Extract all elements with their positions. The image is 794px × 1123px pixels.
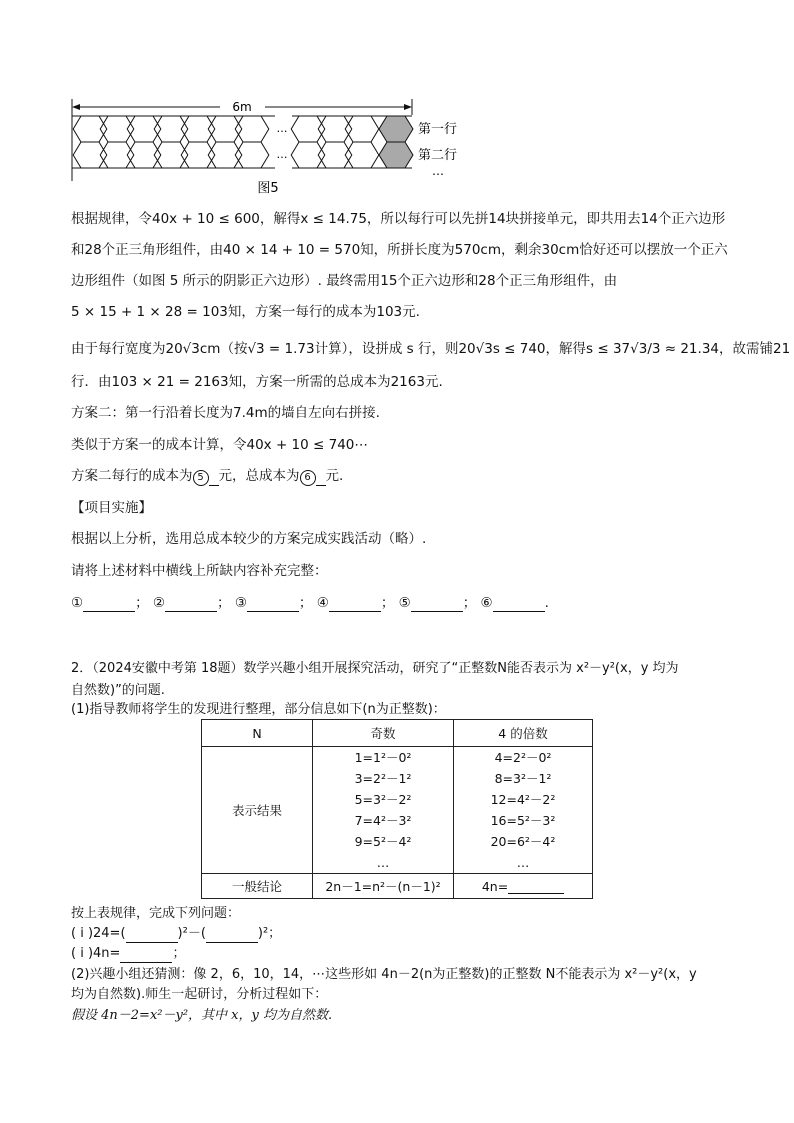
separator: ； (462, 595, 477, 611)
sub-q1-b: )²－( (177, 926, 206, 941)
circled-6: 6 (300, 470, 316, 486)
figure-5 (60, 95, 480, 195)
answer-blank-6[interactable] (493, 597, 545, 612)
hexagon-tile (181, 116, 215, 142)
answer-label-2: ② (152, 595, 166, 611)
sub-question-1 (71, 925, 281, 943)
assumption-line: 假设 4n－2=x²－y²，其中 x，y 均为自然数. (71, 1008, 333, 1023)
blank-5[interactable] (209, 471, 219, 486)
middle-dots-1: … (276, 122, 288, 135)
hexagon-tile (318, 142, 352, 168)
header-odd: 奇数 (313, 720, 454, 747)
multiple-of-4-column (454, 747, 593, 874)
blank-6[interactable] (316, 471, 326, 486)
text-line-6: 行．由103 × 21 = 2163知，方案一所需的总成本为2163元. (71, 374, 443, 390)
text-line-1: 根据规律，令40x + 10 ≤ 600，解得x ≤ 14.75，所以每行可以先拼14块拼接单元，即共用去14个正六边形 (71, 211, 726, 227)
q2-part-2-line-1: (2)兴趣小组还猜测：像 2，6，10，14，⋯这些形如 4n－2(n为正整数)的正整数 N不能表示为 x²－y²(x，y (71, 967, 697, 982)
odd-item: 7=4²－3² (354, 813, 412, 828)
answer-label-1: ① (71, 595, 84, 611)
width-label: 6m (232, 100, 252, 114)
sub-q1-blank-1[interactable] (126, 928, 178, 943)
sub-q1-a: ( i )24=( (71, 926, 126, 941)
hexagon-tile (154, 116, 188, 142)
text-line-7: 方案二：第一行沿着长度为7.4m的墙自左向右拼接. (71, 405, 380, 421)
mult4-item: 16=5²－3² (490, 813, 556, 828)
answer-blank-5[interactable] (411, 597, 463, 612)
separator: ； (135, 595, 149, 611)
text-line-3: 边形组件（如图 5 所示的阴影正六边形）. 最终需用15个正六边形和28个正三角形组件，由 (71, 273, 618, 289)
hexagon-tile (154, 142, 188, 168)
answer-blank-1[interactable] (83, 597, 135, 612)
text-line-11: 根据以上分析，选用总成本较少的方案完成实践活动（略）. (71, 531, 427, 547)
text-line-8: 类似于方案一的成本计算，令40x + 10 ≤ 740⋯ (71, 437, 368, 453)
after-table-text: 按上表规律，完成下列问题： (71, 906, 241, 921)
text-line-9 (71, 467, 343, 486)
q2-part-1: (1)指导教师将学生的发现进行整理，部分信息如下(n为正整数)： (71, 702, 446, 717)
tile-row-1 (73, 116, 379, 142)
hexagon-tile (208, 142, 242, 168)
text-line-9-part-b: 元，总成本为 (218, 468, 300, 484)
hexagon-tile (208, 116, 242, 142)
text-line-12: 请将上述材料中横线上所缺内容补充完整： (71, 563, 328, 579)
answer-label-3: ③ (234, 595, 247, 611)
text-line-9-part-a: 方案二每行的成本为 (71, 468, 193, 484)
circled-5: 5 (193, 470, 209, 486)
odd-item: 5=3²－2² (354, 792, 412, 807)
hexagon-tile (181, 142, 215, 168)
answer-blanks (71, 594, 549, 612)
q2-part-2-line-2: 均为自然数).师生一起研讨，分析过程如下： (71, 987, 328, 1002)
tiling-diagram (60, 95, 480, 195)
hexagon-tile (127, 142, 161, 168)
row-1-label: 第一行 (418, 122, 458, 137)
hexagon-tile (291, 116, 325, 142)
answer-label-4: ④ (316, 595, 329, 611)
q2-intro-line-1: 2．（2024安徽中考第 18题）数学兴趣小组开展探究活动，研究了“正整数N能否表示为 x²－y²(x，y 均为 (71, 661, 679, 676)
general-mult4-text: 4n= (481, 878, 509, 894)
mult4-item: 4=2²－0² (494, 750, 552, 765)
header-n: N (202, 720, 313, 747)
text-line-4: 5 × 15 + 1 × 28 = 103知，方案一每行的成本为103元. (71, 304, 420, 320)
hexagon-tile (100, 116, 134, 142)
header-multiple-of-4: 4 的倍数 (454, 720, 593, 747)
figure-caption: 图5 (257, 181, 279, 195)
more-rows-dots: … (432, 164, 444, 178)
hexagon-tile (345, 116, 379, 142)
sub-q2-blank[interactable] (120, 948, 172, 963)
row-2-label: 第二行 (418, 148, 458, 163)
mult4-item: 12=4²－2² (490, 792, 556, 807)
odd-item: … (376, 855, 390, 870)
hexagon-tile (73, 142, 107, 168)
row-label-general: 一般结论 (202, 874, 313, 899)
hexagon-tile (127, 116, 161, 142)
separator: ； (298, 595, 313, 611)
hexagon-tile (235, 116, 269, 142)
separator: ； (217, 595, 231, 611)
sub-q2-b: ； (172, 946, 186, 961)
text-line-5: 由于每行宽度为20√3cm（按√3 = 1.73计算），设拼成 s 行，则20√3s ≤ 740，解得s ≤ 37√3/3 ≈ 21.34，故需铺21 (71, 341, 791, 357)
answer-blank-2[interactable] (165, 597, 217, 612)
hexagon-tile (100, 142, 134, 168)
separator: ； (380, 595, 395, 611)
text-line-2: 和28个正三角形组件，由40 × 14 + 10 = 570知，所拼长度为570cm，剩余30cm恰好还可以摆放一个正六 (71, 242, 728, 258)
sub-question-2 (71, 945, 185, 963)
odd-item: 9=5²－4² (354, 834, 412, 849)
mult4-item: … (516, 855, 530, 870)
tile-row-2 (73, 142, 379, 168)
odd-item: 1=1²－0² (354, 750, 412, 765)
hexagon-tile (291, 142, 325, 168)
hexagon-tile (318, 116, 352, 142)
sub-q1-blank-2[interactable] (206, 928, 258, 943)
middle-dots-2: … (276, 148, 288, 161)
row-label-results: 表示结果 (202, 747, 313, 874)
section-heading-implementation: 【项目实施】 (71, 500, 152, 516)
odd-column (313, 747, 454, 874)
answer-label-5: ⑤ (398, 595, 411, 611)
q2-intro-line-2: 自然数)”的问题. (71, 683, 165, 698)
shaded-hexagon-2 (379, 142, 413, 168)
hexagon-tile (73, 116, 107, 142)
odd-item: 3=2²－1² (354, 771, 412, 786)
general-mult4-blank[interactable] (508, 879, 564, 894)
mult4-item: 20=6²－4² (490, 834, 556, 849)
text-line-9-part-c: 元. (325, 468, 344, 484)
hexagon-tile (345, 142, 379, 168)
sub-q1-c: )²； (257, 926, 282, 941)
sub-q2-a: ( i )4n= (71, 946, 121, 961)
results-table (201, 719, 593, 899)
end-mark: . (544, 595, 549, 611)
answer-label-6: ⑥ (480, 595, 493, 611)
general-odd: 2n－1=n²－(n－1)² (313, 874, 454, 899)
general-mult4 (454, 874, 593, 899)
shaded-hexagon-1 (379, 116, 413, 142)
mult4-item: 8=3²－1² (494, 771, 552, 786)
hexagon-tile (235, 142, 269, 168)
answer-blank-4[interactable] (329, 597, 381, 612)
answer-blank-3[interactable] (247, 597, 299, 612)
